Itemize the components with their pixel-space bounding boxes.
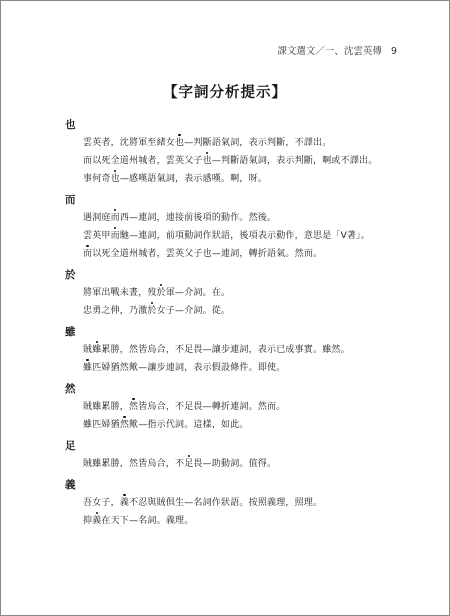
gloss-text: —讓步連詞，表示已成事實。雖然。 (202, 345, 350, 355)
emphasized-character: 於 (147, 306, 157, 316)
gloss-text: —判斷語氣詞，表示判斷，不譯出。 (184, 138, 332, 148)
gloss-text: —介詞。從。 (175, 306, 231, 316)
gloss-text: —讓步連詞，表示假設條件。即使。 (138, 363, 286, 373)
gloss-text: —介詞。在。 (175, 288, 231, 298)
emphasized-character: 足 (184, 459, 194, 469)
gloss-text: —連詞，前項動詞作狀語，後項表示動作，意思是「V著」。 (129, 231, 371, 241)
example-text: 將軍出戰未晝，歿 (83, 288, 157, 298)
example-line (83, 401, 419, 413)
entry-sui (65, 326, 419, 374)
example-line (83, 248, 419, 260)
entry-ye (65, 119, 419, 185)
gloss-text: —連詞，連接前後項的動作。然後。 (129, 213, 277, 223)
example-text: 女子 (156, 306, 176, 316)
example-text: 忠勇之伸，乃激 (83, 306, 148, 316)
example-text: 賊雖累勝， (83, 402, 130, 412)
entry-head-character: 而 (65, 194, 76, 206)
emphasized-character: 而 (110, 213, 120, 223)
page-number: 9 (390, 46, 397, 57)
emphasized-character: 義 (92, 516, 102, 526)
emphasized-character: 然 (129, 402, 139, 412)
gloss-text: —名詞。義理。 (129, 516, 194, 526)
gloss-text: —名詞作狀語。按照義理，照理。 (184, 498, 323, 508)
example-text: 西 (119, 213, 130, 223)
gloss-text: —指示代詞。這樣，如此。 (138, 420, 249, 430)
entry-yi (65, 479, 419, 527)
example-text: 皆烏合，不足畏 (138, 402, 203, 412)
entry-head-character: 也 (65, 119, 76, 131)
example-text: 累勝，然皆烏合，不足畏 (101, 345, 203, 355)
example-line (83, 515, 419, 527)
example-text: 馳 (119, 231, 130, 241)
section-title: 【字詞分析提示】 (163, 85, 287, 101)
example-line (83, 212, 419, 224)
example-line (83, 230, 419, 242)
example-text: 賊雖累勝，然皆烏合，不 (83, 459, 185, 469)
example-text: 雖匹婦猶 (83, 420, 120, 430)
emphasized-character: 也 (175, 138, 185, 148)
example-text: 以死全道州城者，雲英父子也 (92, 249, 212, 259)
example-text: 抑 (83, 516, 93, 526)
emphasized-character: 義 (119, 498, 130, 508)
entry-head-character: 雖 (65, 326, 76, 338)
example-text: 畏 (193, 459, 203, 469)
emphasized-character: 雖 (83, 363, 93, 373)
example-line (83, 497, 419, 509)
example-text: 賊 (83, 345, 93, 355)
emphasized-character: 而 (83, 249, 93, 259)
example-line (83, 155, 419, 167)
example-line (83, 344, 419, 356)
example-text: 而以死全道州城者，雲英父子 (83, 156, 203, 166)
example-text: 事何奇 (83, 174, 111, 184)
example-line (83, 458, 419, 470)
entry-head-character: 義 (65, 479, 76, 491)
emphasized-character: 於 (156, 288, 166, 298)
example-line (83, 287, 419, 299)
entry-head-character: 足 (65, 440, 76, 452)
example-line (83, 419, 419, 431)
emphasized-character: 然 (119, 420, 130, 430)
gloss-text: —連詞，轉折語氣。然而。 (211, 249, 323, 259)
running-header (277, 43, 397, 57)
emphasized-character: 也 (202, 156, 212, 166)
gloss-text: —判斷語氣詞，表示判斷，啊或不譯出。 (211, 156, 378, 166)
gloss-text: —助動詞。值得。 (202, 459, 277, 469)
running-title: 課文選文／一、沈雲英傳 (277, 46, 382, 57)
entry-head-character: 然 (65, 383, 76, 395)
entry-head-character: 於 (65, 269, 76, 281)
emphasized-character: 雖 (92, 345, 102, 355)
example-text: 吾女子， (83, 498, 120, 508)
entry-ran (65, 383, 419, 431)
entry-zu (65, 440, 419, 470)
example-text: 不忍與賊俱生 (129, 498, 185, 508)
example-line (83, 305, 419, 317)
emphasized-character: 而 (110, 231, 120, 241)
example-text: 在天下 (101, 516, 130, 526)
entry-yu (65, 269, 419, 317)
example-text: 歟 (129, 420, 139, 430)
emphasized-character: 也 (110, 174, 120, 184)
gloss-text: —轉折連詞。然而。 (202, 402, 286, 412)
example-line (83, 137, 419, 149)
example-text: 遇洞庭 (83, 213, 111, 223)
example-text: 雲英甲 (83, 231, 111, 241)
example-text: 匹婦猶然歟 (92, 363, 139, 373)
glossary-content (65, 119, 419, 536)
example-line (83, 173, 419, 185)
entry-er (65, 194, 419, 260)
example-text: 軍 (165, 288, 176, 298)
gloss-text: —感嘆語氣詞，表示感嘆。啊，呀。 (119, 174, 268, 184)
example-text: 雲英者，沈將軍至緒女 (83, 138, 176, 148)
example-line (83, 362, 419, 374)
